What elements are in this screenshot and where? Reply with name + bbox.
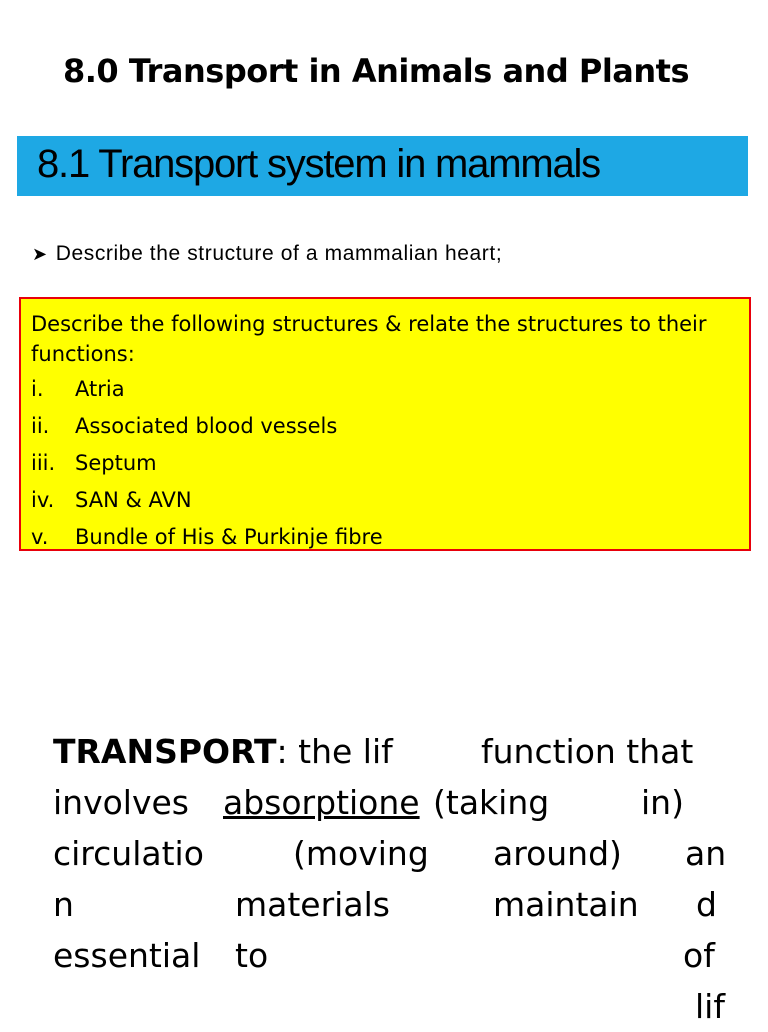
definition-word: maintain [493,885,639,924]
definition-word: to [235,936,269,975]
definition-word: lif [695,987,725,1026]
definition-line [53,828,729,879]
task-intro: Describe the following structures & relate the structures to their functions: [31,312,707,366]
definition-word: (taking [433,783,550,822]
list-number: ii. [31,414,50,438]
definition-word: of [683,936,715,975]
list-item [31,408,383,445]
list-item [31,371,383,408]
section-heading: 8.1 Transport system in mammals [37,142,600,186]
definition-line [53,879,729,930]
list-number: iii. [31,451,56,475]
list-text: Atria [75,377,125,401]
definition-line [53,930,729,981]
definition-word: d [696,885,717,924]
section-banner [17,136,748,196]
list-item [31,519,383,556]
definition-line [53,726,729,777]
objective-bullet [32,242,502,266]
list-item [31,482,383,519]
definition-term-line [53,726,393,777]
definition-word: essential [53,936,201,975]
objective-text: Describe the structure of a mammalian heart; [55,242,503,265]
definition-word: an [685,834,727,873]
definition-word: involves [53,783,189,822]
list-text: Septum [75,451,157,475]
list-text: Associated blood vessels [75,414,338,438]
definition-word-underlined: absorptione [223,783,420,822]
definition-word: function that [481,732,694,771]
definition-word: n [53,885,74,924]
task-box [19,297,751,551]
definition-word: : the lif [276,732,393,771]
list-text: SAN & AVN [75,488,192,512]
list-number: i. [31,377,44,401]
definition-term: TRANSPORT [53,732,277,771]
definition-word: (moving [293,834,429,873]
definition-line [53,777,729,828]
list-item [31,445,383,482]
definition-word: in) [641,783,684,822]
list-number: iv. [31,488,55,512]
definition-word: around) [493,834,622,873]
arrow-bullet-icon: ➤ [32,244,48,264]
structure-list [31,371,383,556]
definition-line [53,981,729,1032]
page-title: 8.0 Transport in Animals and Plants [62,52,689,90]
list-number: v. [31,525,49,549]
definition-paragraph [53,726,729,1032]
definition-word: materials [235,885,390,924]
definition-word: circulatio [53,834,204,873]
list-text: Bundle of His & Purkinje fibre [75,525,383,549]
